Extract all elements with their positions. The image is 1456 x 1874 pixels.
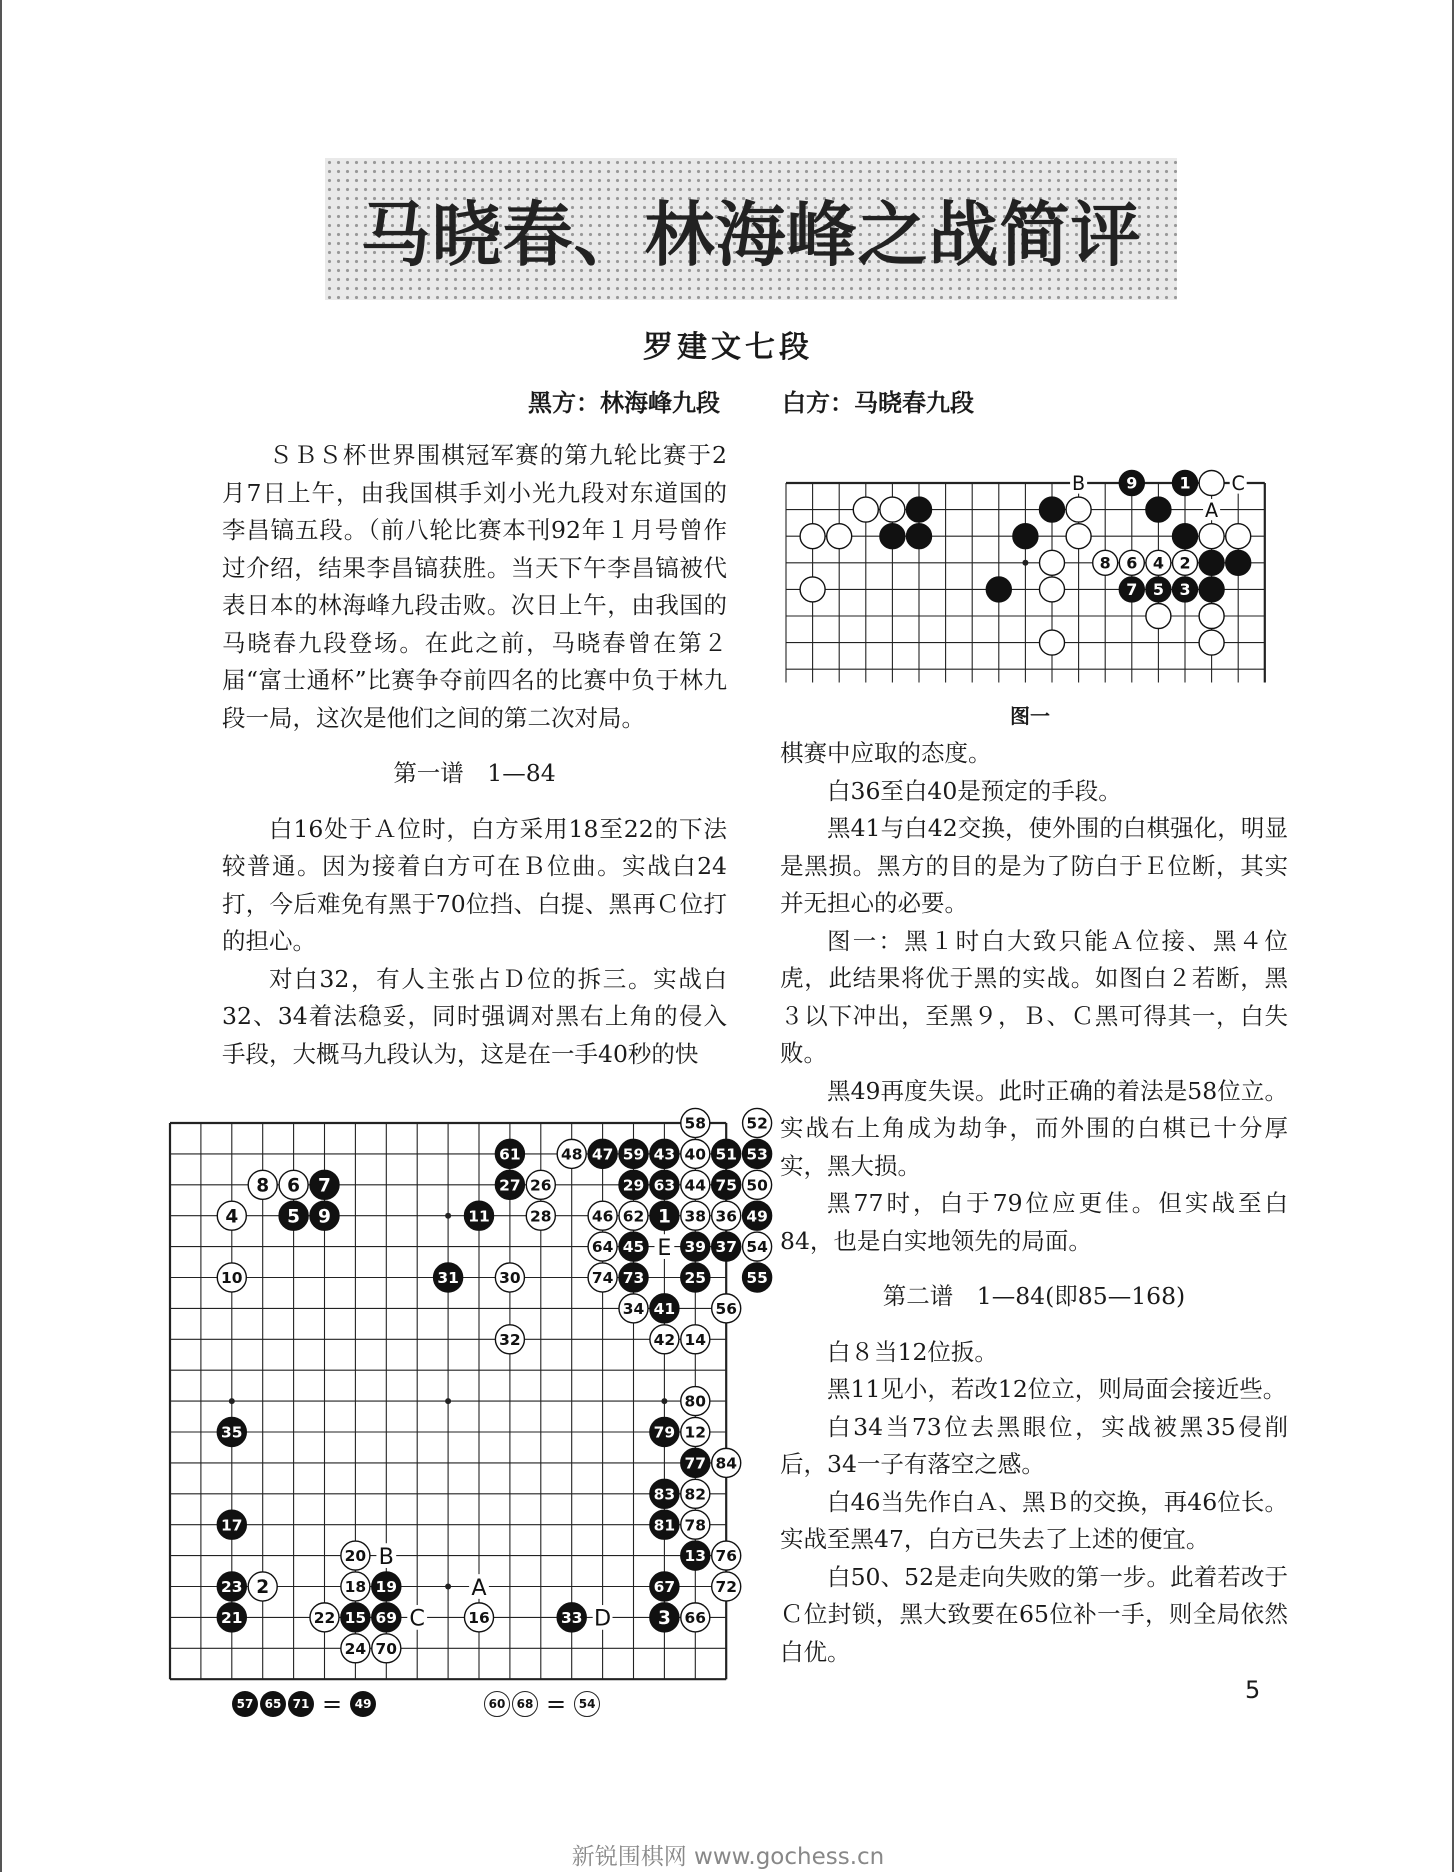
black-stone (1013, 524, 1038, 549)
star-point (445, 1398, 451, 1404)
stone-move-number: 8 (1099, 553, 1111, 573)
stone-move-number: 53 (746, 1145, 768, 1164)
stone-move-number: 70 (375, 1639, 398, 1658)
stone-move-number: 24 (344, 1639, 367, 1658)
stone-move-number: 56 (715, 1299, 737, 1318)
white-stone (1226, 524, 1251, 549)
stone-move-number: 45 (622, 1238, 645, 1257)
white-stone (1199, 470, 1224, 495)
stone-move-number: 29 (622, 1176, 645, 1195)
legend-black-stone: 65 (260, 1691, 286, 1717)
stone-move-number: 54 (746, 1238, 768, 1257)
black-stone (1172, 524, 1197, 549)
star-point (445, 1584, 451, 1590)
board-point-label: E (657, 1234, 672, 1261)
stone-move-number: 76 (715, 1547, 737, 1566)
stone-move-number: 31 (437, 1269, 459, 1288)
white-stone (880, 497, 905, 522)
stone-move-number: 7 (318, 1175, 331, 1197)
stone-move-number: 69 (375, 1608, 398, 1627)
stone-move-number: 52 (746, 1114, 768, 1133)
black-stone (880, 524, 905, 549)
stone-move-number: 5 (1152, 580, 1164, 600)
stone-move-number: 64 (591, 1238, 614, 1257)
right-paragraph: 白34当73位去黑眼位，实战被黑35侵削后，34一子有落空之感。 (780, 1412, 1288, 1478)
stone-move-number: 16 (468, 1608, 490, 1627)
right-paragraph: 白36至白40是预定的手段。 (827, 776, 1122, 805)
stone-move-number: 75 (715, 1176, 737, 1195)
right-paragraph: 白８当12位扳。 (827, 1337, 998, 1366)
stone-move-number: 22 (313, 1608, 336, 1627)
left-paragraph: 对白32，有人主张占Ｄ位的拆三。实战白32、34着法稳妥，同时强调对黑右上角的侵入手段，大概马九段认为，这是在一手40秒的快 (222, 964, 727, 1068)
left-column (222, 437, 727, 1073)
stone-move-number: 66 (684, 1608, 707, 1627)
star-point (1022, 560, 1028, 566)
stone-move-number: 1 (657, 1206, 671, 1228)
stone-move-number: 35 (221, 1423, 243, 1442)
stone-move-number: 26 (530, 1176, 552, 1195)
stone-move-number: 39 (684, 1238, 707, 1257)
stone-move-number: 79 (653, 1423, 676, 1442)
legend-black-stone: 71 (288, 1691, 314, 1717)
white-stone (1066, 497, 1091, 522)
right-paragraph: 棋赛中应取的态度。 (780, 739, 992, 767)
stone-move-number: 7 (1126, 580, 1138, 600)
footer-watermark: 新锐围棋网 www.gochess.cn (571, 1844, 885, 1870)
white-stone (1066, 524, 1091, 549)
black-stone (906, 497, 931, 522)
title-banner (325, 158, 1177, 300)
stone-move-number: 23 (221, 1578, 243, 1597)
white-stone (1199, 630, 1224, 655)
stone-move-number: 59 (622, 1145, 645, 1164)
stone-move-number: 42 (653, 1330, 676, 1349)
white-stone (1039, 550, 1064, 575)
legend-white-stone: 68 (512, 1691, 538, 1717)
stone-move-number: 36 (715, 1207, 737, 1226)
stone-move-number: 49 (746, 1207, 768, 1226)
stone-move-number: 83 (653, 1485, 676, 1504)
left-paragraph: 白16处于Ａ位时，白方采用18至22的下法较普通。因为接着白方可在Ｂ位曲。实战白24打，今后难免有黑于70位挡、白提、黑再Ｃ位打的担心。 (222, 814, 727, 955)
figure-1-board (783, 455, 1283, 701)
stone-move-number: 9 (1126, 473, 1138, 493)
board-point-label: A (471, 1574, 487, 1601)
stone-move-number: 78 (684, 1516, 707, 1535)
white-stone (1039, 577, 1064, 602)
legend-equals: = (322, 1690, 343, 1718)
stone-move-number: 51 (715, 1145, 737, 1164)
black-stone (906, 524, 931, 549)
stone-move-number: 74 (591, 1269, 614, 1288)
right-paragraph: 黑11见小，若改12位立，则局面会接近些。 (827, 1375, 1287, 1403)
stone-move-number: 6 (1126, 553, 1138, 573)
black-stone (1039, 497, 1064, 522)
black-player: 黑方：林海峰九段 (528, 389, 720, 417)
stone-move-number: 58 (684, 1114, 707, 1133)
right-paragraph: 黑49再度失误。此时正确的着法是58位立。实战右上角成为劫争，而外围的白棋已十分厚实，黑大损。 (780, 1076, 1288, 1180)
right-section-heading: 第二谱 1—84(即85—168) (882, 1282, 1186, 1310)
stone-move-number: 40 (684, 1145, 707, 1164)
white-stone (1199, 524, 1224, 549)
stone-move-number: 37 (715, 1238, 737, 1257)
board-point-label: B (378, 1543, 394, 1570)
legend-white-stone: 60 (484, 1691, 510, 1717)
black-stone (1226, 550, 1251, 575)
stone-move-number: 3 (1179, 580, 1191, 600)
stone-move-number: 72 (715, 1578, 737, 1597)
white-stone (800, 577, 825, 602)
stone-move-number: 61 (499, 1145, 521, 1164)
white-stone (853, 497, 878, 522)
stone-move-number: 18 (344, 1578, 367, 1597)
stone-move-number: 9 (318, 1206, 331, 1228)
black-stone (1146, 497, 1171, 522)
black-stone (1199, 550, 1224, 575)
stone-move-number: 25 (684, 1269, 707, 1288)
stone-move-number: 77 (684, 1454, 707, 1473)
ko-legend-black (232, 1690, 376, 1718)
stone-move-number: 17 (221, 1516, 243, 1535)
stone-move-number: 62 (622, 1207, 645, 1226)
white-stone (827, 524, 852, 549)
legend-result-stone: 54 (574, 1691, 600, 1717)
stone-move-number: 27 (499, 1176, 521, 1195)
stone-move-number: 2 (1179, 553, 1191, 573)
stone-move-number: 63 (653, 1176, 676, 1195)
stone-move-number: 2 (256, 1577, 270, 1599)
stone-move-number: 44 (684, 1176, 707, 1195)
star-point (661, 1398, 667, 1404)
stone-move-number: 80 (684, 1392, 707, 1411)
stone-move-number: 15 (344, 1608, 367, 1627)
stone-move-number: 38 (684, 1207, 707, 1226)
stone-move-number: 67 (653, 1578, 676, 1597)
stone-move-number: 12 (684, 1423, 707, 1442)
legend-black-stone: 57 (232, 1691, 258, 1717)
page-number: 5 (1245, 1676, 1261, 1704)
stone-move-number: 47 (591, 1145, 614, 1164)
board-point-label: C (1231, 472, 1245, 496)
stone-move-number: 4 (1152, 553, 1164, 573)
board-point-label: C (409, 1605, 425, 1632)
ko-legend-white (484, 1690, 600, 1718)
stone-move-number: 55 (746, 1269, 768, 1288)
black-stone (1199, 577, 1224, 602)
stone-move-number: 32 (499, 1330, 521, 1349)
left-section-heading: 第一谱 1—84 (393, 759, 556, 787)
stone-move-number: 84 (715, 1454, 737, 1473)
stone-move-number: 8 (256, 1175, 270, 1197)
stone-move-number: 10 (221, 1269, 243, 1288)
stone-move-number: 30 (499, 1269, 521, 1288)
stone-move-number: 13 (684, 1547, 707, 1566)
stone-move-number: 14 (684, 1330, 707, 1349)
right-paragraph: 黑77时，白于79位应更佳。但实战至白84，也是白实地领先的局面。 (780, 1189, 1288, 1255)
stone-move-number: 3 (657, 1608, 671, 1630)
figure-1-caption: 图一 (1010, 704, 1050, 728)
left-paragraph: ＳＢＳ杯世界围棋冠军赛的第九轮比赛于2月7日上午，由我国棋手刘小光九段对东道国的李昌镐五段。（前八轮比赛本刊92年１月号曾作过介绍，结果李昌镐获胜。当天下午李昌镐被代表日本的林海峰九段击败。次日上午，由我国的马晓春九段登场。在此之前，马晓春曾在第２届“富士通杯”比赛争夺前四名的比赛中负于林九段一局，这次是他们之间的第二次对局。 (222, 441, 727, 732)
black-stone (986, 577, 1011, 602)
stone-move-number: 34 (622, 1299, 645, 1318)
stone-move-number: 33 (560, 1608, 583, 1627)
stone-move-number: 4 (225, 1206, 239, 1228)
white-stone (1199, 603, 1224, 628)
stone-move-number: 19 (375, 1578, 398, 1597)
right-paragraph: 黑41与白42交换，使外围的白棋强化，明显是黑损。黑方的目的是为了防白于Ｅ位断，其实并无担心的必要。 (780, 814, 1288, 917)
white-stone (1039, 630, 1064, 655)
stone-move-number: 1 (1179, 473, 1191, 493)
white-stone (1146, 603, 1171, 628)
star-point (445, 1213, 451, 1219)
stone-move-number: 41 (653, 1299, 676, 1318)
figure-2-board (162, 1112, 768, 1712)
stone-move-number: 6 (287, 1175, 301, 1197)
stone-move-number: 43 (653, 1145, 676, 1164)
stone-move-number: 82 (684, 1485, 707, 1504)
white-player: 白方：马晓春九段 (782, 389, 974, 417)
right-paragraph: 图一：黑１时白大致只能Ａ位接、黑４位虎，此结果将优于黑的实战。如图白２若断，黑３以下冲出，至黑９，Ｂ、Ｃ黑可得其一，白失败。 (780, 926, 1288, 1067)
board-point-label: D (594, 1605, 612, 1632)
right-paragraph: 白46当先作白Ａ、黑Ｂ的交换，再46位长。实战至黑47，白方已失去了上述的便宜。 (780, 1487, 1288, 1553)
right-paragraph: 白50、52是走向失败的第一步。此着若改于Ｃ位封锁，黑大致要在65位补一手，则全局依然白优。 (780, 1562, 1288, 1666)
board-point-label: A (1205, 498, 1219, 522)
stone-move-number: 48 (560, 1145, 583, 1164)
stone-move-number: 21 (221, 1608, 243, 1627)
stone-move-number: 11 (468, 1207, 490, 1226)
legend-result-stone: 49 (350, 1691, 376, 1717)
author-line: 罗建文七段 (643, 330, 813, 365)
stone-move-number: 28 (530, 1207, 552, 1226)
stone-move-number: 20 (344, 1547, 367, 1566)
star-point (229, 1398, 235, 1404)
right-column (780, 735, 1288, 1671)
legend-equals: = (546, 1690, 567, 1718)
white-stone (800, 524, 825, 549)
board-point-label: B (1072, 472, 1086, 496)
stone-move-number: 81 (653, 1516, 676, 1535)
article-title: 马晓春、林海峰之战简评 (360, 193, 1142, 276)
stone-move-number: 50 (746, 1176, 768, 1195)
stone-move-number: 46 (591, 1207, 614, 1226)
stone-move-number: 5 (287, 1206, 301, 1228)
stone-move-number: 73 (622, 1269, 645, 1288)
